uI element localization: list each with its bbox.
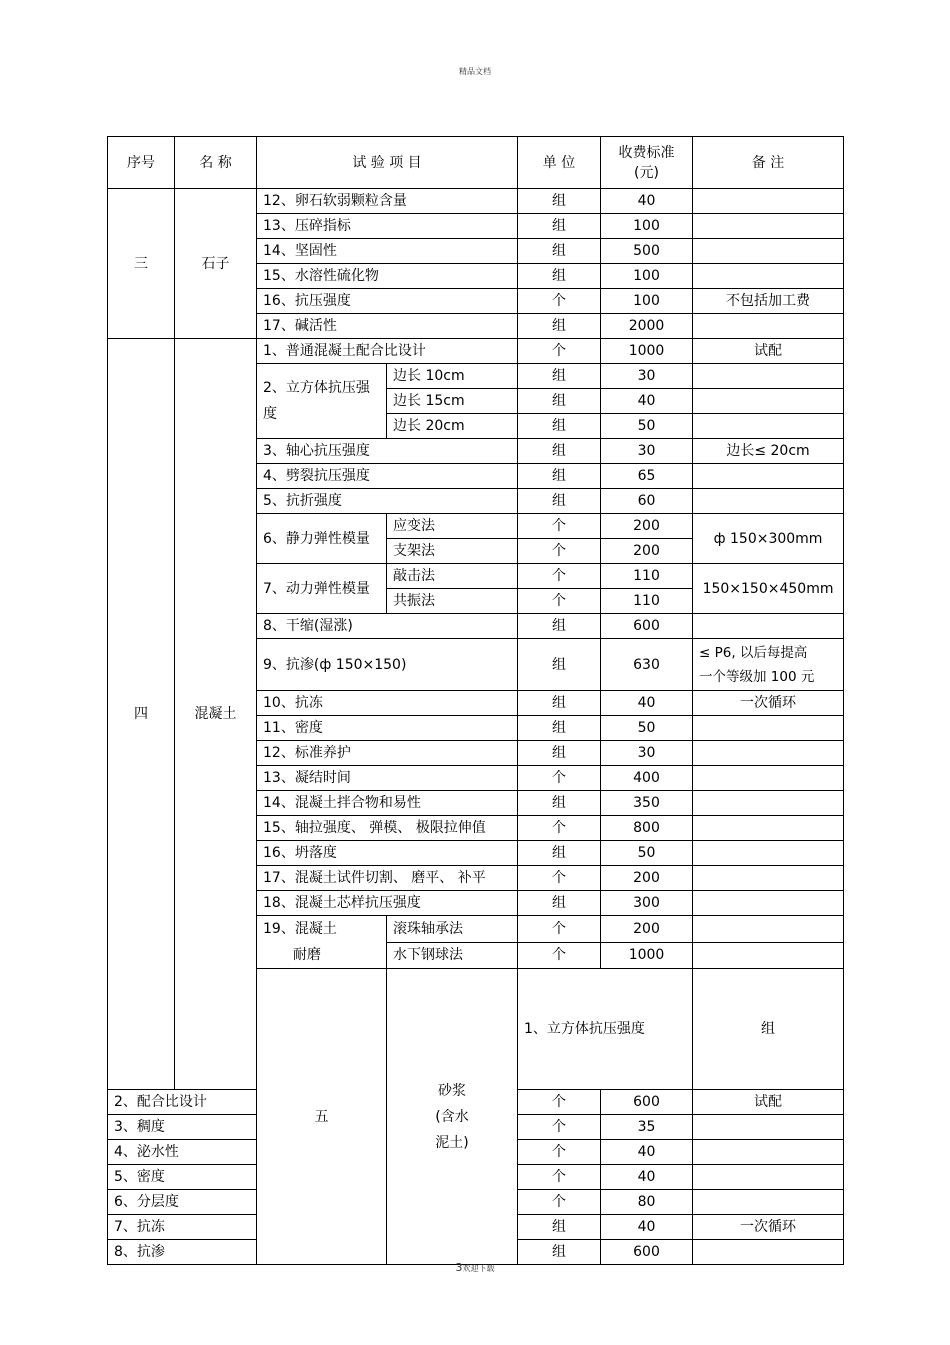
note-cell — [693, 364, 844, 389]
section-name: 石子 — [175, 189, 257, 339]
fee-cell: 100 — [601, 264, 693, 289]
note-cell: ф 150×300mm — [693, 514, 844, 564]
note-cell — [693, 891, 844, 916]
note-cell — [693, 189, 844, 214]
unit-cell: 组 — [518, 214, 601, 239]
unit-cell: 组 — [518, 189, 601, 214]
item-cell — [257, 916, 387, 969]
note-cell: 150×150×450mm — [693, 564, 844, 614]
fee-cell: 50 — [601, 414, 693, 439]
fee-cell: 110 — [601, 564, 693, 589]
item-cell: 13、压碎指标 — [257, 214, 518, 239]
item-cell: 15、轴拉强度、 弹模、 极限拉伸值 — [257, 816, 518, 841]
unit-cell: 个 — [518, 539, 601, 564]
fee-cell: 350 — [601, 791, 693, 816]
note-cell: 试配 — [693, 339, 844, 364]
item-cell: 8、抗渗 — [108, 1240, 257, 1265]
fee-cell: 200 — [601, 539, 693, 564]
subitem-cell: 滚珠轴承法 — [387, 916, 518, 943]
unit-cell: 组 — [518, 791, 601, 816]
unit-cell: 组 — [518, 716, 601, 741]
unit-cell: 个 — [518, 289, 601, 314]
unit-cell: 个 — [518, 339, 601, 364]
item-cell: 1、普通混凝土配合比设计 — [257, 339, 518, 364]
page-footer — [0, 1261, 950, 1274]
unit-cell: 组 — [518, 464, 601, 489]
item-line-1: 19、混凝土 — [263, 921, 337, 937]
item-cell: 11、密度 — [257, 716, 518, 741]
item-cell: 3、稠度 — [108, 1115, 257, 1140]
unit-cell: 个 — [518, 1165, 601, 1190]
fee-cell: 40 — [601, 1215, 693, 1240]
unit-cell: 组 — [518, 841, 601, 866]
fee-cell: 200 — [601, 514, 693, 539]
item-cell: 17、碱活性 — [257, 314, 518, 339]
page-number: 3 — [455, 1261, 463, 1274]
item-cell: 16、抗压强度 — [257, 289, 518, 314]
item-cell: 14、混凝土拌合物和易性 — [257, 791, 518, 816]
header-fee — [601, 137, 693, 189]
unit-cell: 个 — [518, 1090, 601, 1115]
header-fee-label: 收费标准 — [618, 144, 675, 161]
item-cell: 15、水溶性硫化物 — [257, 264, 518, 289]
fee-cell: 110 — [601, 589, 693, 614]
fee-cell: 300 — [601, 891, 693, 916]
footer-text: 欢迎下载 — [462, 1264, 495, 1273]
note-cell — [693, 314, 844, 339]
note-cell: 一次循环 — [693, 691, 844, 716]
fee-cell: 200 — [601, 866, 693, 891]
item-cell: 7、抗冻 — [108, 1215, 257, 1240]
note-cell — [693, 942, 844, 969]
item-cell: 9、抗渗(ф 150×150) — [257, 639, 518, 691]
note-cell — [693, 1140, 844, 1165]
note-cell — [693, 239, 844, 264]
section-no: 四 — [108, 339, 175, 1090]
item-cell: 2、配合比设计 — [108, 1090, 257, 1115]
table-row — [108, 189, 844, 214]
fee-cell: 100 — [601, 289, 693, 314]
section-no: 五 — [257, 969, 387, 1265]
item-cell: 12、卵石软弱颗粒含量 — [257, 189, 518, 214]
fee-cell: 100 — [601, 214, 693, 239]
fee-cell: 65 — [601, 464, 693, 489]
subitem-cell: 边长 10cm — [387, 364, 518, 389]
header-note: 备 注 — [693, 137, 844, 189]
item-cell: 4、泌水性 — [108, 1140, 257, 1165]
fee-cell: 500 — [601, 239, 693, 264]
unit-cell: 个 — [518, 766, 601, 791]
subitem-cell: 支架法 — [387, 539, 518, 564]
unit-cell: 个 — [518, 1115, 601, 1140]
fee-cell: 50 — [601, 841, 693, 866]
note-cell: 试配 — [693, 1090, 844, 1115]
note-cell — [693, 214, 844, 239]
item-cell: 5、密度 — [108, 1165, 257, 1190]
note-cell — [693, 614, 844, 639]
section-name-line-2: (含水 — [435, 1108, 469, 1125]
header-item: 试 验 项 目 — [257, 137, 518, 189]
note-cell: 边长≤ 20cm — [693, 439, 844, 464]
header-fee-unit: (元) — [634, 164, 659, 181]
subitem-cell: 水下钢球法 — [387, 942, 518, 969]
header-unit: 单 位 — [518, 137, 601, 189]
subitem-cell: 共振法 — [387, 589, 518, 614]
note-cell — [693, 389, 844, 414]
note-cell — [693, 916, 844, 943]
unit-cell: 个 — [518, 916, 601, 943]
item-cell: 18、混凝土芯样抗压强度 — [257, 891, 518, 916]
header-name: 名 称 — [175, 137, 257, 189]
unit-cell: 组 — [518, 1240, 601, 1265]
unit-cell: 组 — [518, 489, 601, 514]
unit-cell: 组 — [518, 364, 601, 389]
page-header: 精品文档 — [459, 67, 491, 76]
note-cell — [693, 866, 844, 891]
subitem-cell: 敲击法 — [387, 564, 518, 589]
fee-cell: 600 — [601, 1240, 693, 1265]
header-no: 序号 — [108, 137, 175, 189]
note-cell: 一次循环 — [693, 1215, 844, 1240]
note-cell — [693, 1115, 844, 1140]
fee-cell: 40 — [601, 1165, 693, 1190]
note-cell — [693, 716, 844, 741]
table-header-row — [108, 137, 844, 189]
fee-cell: 80 — [601, 1190, 693, 1215]
fee-cell: 1000 — [601, 942, 693, 969]
unit-cell: 组 — [518, 414, 601, 439]
section-name-line-1: 砂浆 — [438, 1082, 466, 1099]
unit-cell: 组 — [518, 691, 601, 716]
fee-cell: 40 — [601, 389, 693, 414]
table-row — [108, 339, 844, 364]
note-line-2: 一个等级加 100 元 — [699, 668, 815, 685]
fee-cell: 2000 — [601, 314, 693, 339]
unit-cell: 组 — [518, 439, 601, 464]
note-cell — [693, 791, 844, 816]
unit-cell: 组 — [693, 969, 844, 1090]
unit-cell: 个 — [518, 866, 601, 891]
subitem-cell: 边长 20cm — [387, 414, 518, 439]
fee-cell: 35 — [601, 1115, 693, 1140]
unit-cell: 组 — [518, 891, 601, 916]
fee-cell: 630 — [601, 639, 693, 691]
item-cell: 10、抗冻 — [257, 691, 518, 716]
note-cell — [693, 639, 844, 691]
item-cell: 16、坍落度 — [257, 841, 518, 866]
note-cell — [693, 816, 844, 841]
section-name-line-3: 泥土) — [435, 1134, 469, 1151]
section-name — [387, 969, 518, 1265]
item-cell: 6、静力弹性模量 — [257, 514, 387, 564]
note-cell: 不包括加工费 — [693, 289, 844, 314]
unit-cell: 组 — [518, 389, 601, 414]
section-name: 混凝土 — [175, 339, 257, 1090]
fee-cell: 40 — [601, 1140, 693, 1165]
fee-cell: 800 — [601, 816, 693, 841]
subitem-cell: 边长 15cm — [387, 389, 518, 414]
note-cell — [693, 766, 844, 791]
note-cell — [693, 1190, 844, 1215]
item-cell: 3、轴心抗压强度 — [257, 439, 518, 464]
unit-cell: 个 — [518, 942, 601, 969]
note-cell — [693, 264, 844, 289]
fee-cell: 30 — [601, 439, 693, 464]
item-cell: 8、干缩(湿涨) — [257, 614, 518, 639]
subitem-cell: 应变法 — [387, 514, 518, 539]
unit-cell: 个 — [518, 816, 601, 841]
unit-cell: 组 — [518, 1215, 601, 1240]
item-cell: 17、混凝土试件切割、 磨平、 补平 — [257, 866, 518, 891]
note-cell — [693, 489, 844, 514]
unit-cell: 组 — [518, 264, 601, 289]
note-cell — [693, 741, 844, 766]
item-cell: 2、立方体抗压强度 — [257, 364, 387, 439]
unit-cell: 个 — [518, 589, 601, 614]
unit-cell: 个 — [518, 1140, 601, 1165]
note-line-1: ≤ P6, 以后每提高 — [699, 644, 808, 661]
unit-cell: 个 — [518, 1190, 601, 1215]
unit-cell: 组 — [518, 614, 601, 639]
fee-cell: 200 — [601, 916, 693, 943]
fee-table — [107, 136, 844, 1265]
unit-cell: 个 — [518, 514, 601, 539]
note-cell — [693, 841, 844, 866]
item-cell: 1、立方体抗压强度 — [518, 969, 693, 1090]
item-cell: 7、动力弹性模量 — [257, 564, 387, 614]
unit-cell: 组 — [518, 639, 601, 691]
item-cell: 4、劈裂抗压强度 — [257, 464, 518, 489]
fee-cell: 30 — [601, 364, 693, 389]
fee-cell: 40 — [601, 189, 693, 214]
fee-cell: 50 — [601, 716, 693, 741]
item-cell: 5、抗折强度 — [257, 489, 518, 514]
item-cell: 14、坚固性 — [257, 239, 518, 264]
item-cell: 12、标准养护 — [257, 741, 518, 766]
unit-cell: 组 — [518, 741, 601, 766]
unit-cell: 个 — [518, 564, 601, 589]
fee-cell: 60 — [601, 489, 693, 514]
unit-cell: 组 — [518, 239, 601, 264]
item-cell: 6、分层度 — [108, 1190, 257, 1215]
item-line-2: 耐磨 — [293, 947, 321, 963]
fee-cell: 600 — [601, 1090, 693, 1115]
fee-cell: 600 — [601, 614, 693, 639]
note-cell — [693, 1165, 844, 1190]
fee-cell: 400 — [601, 766, 693, 791]
fee-cell: 30 — [601, 741, 693, 766]
unit-cell: 组 — [518, 314, 601, 339]
item-cell: 13、凝结时间 — [257, 766, 518, 791]
fee-cell: 1000 — [601, 339, 693, 364]
note-cell — [693, 464, 844, 489]
note-cell — [693, 414, 844, 439]
fee-cell: 40 — [601, 691, 693, 716]
section-no: 三 — [108, 189, 175, 339]
